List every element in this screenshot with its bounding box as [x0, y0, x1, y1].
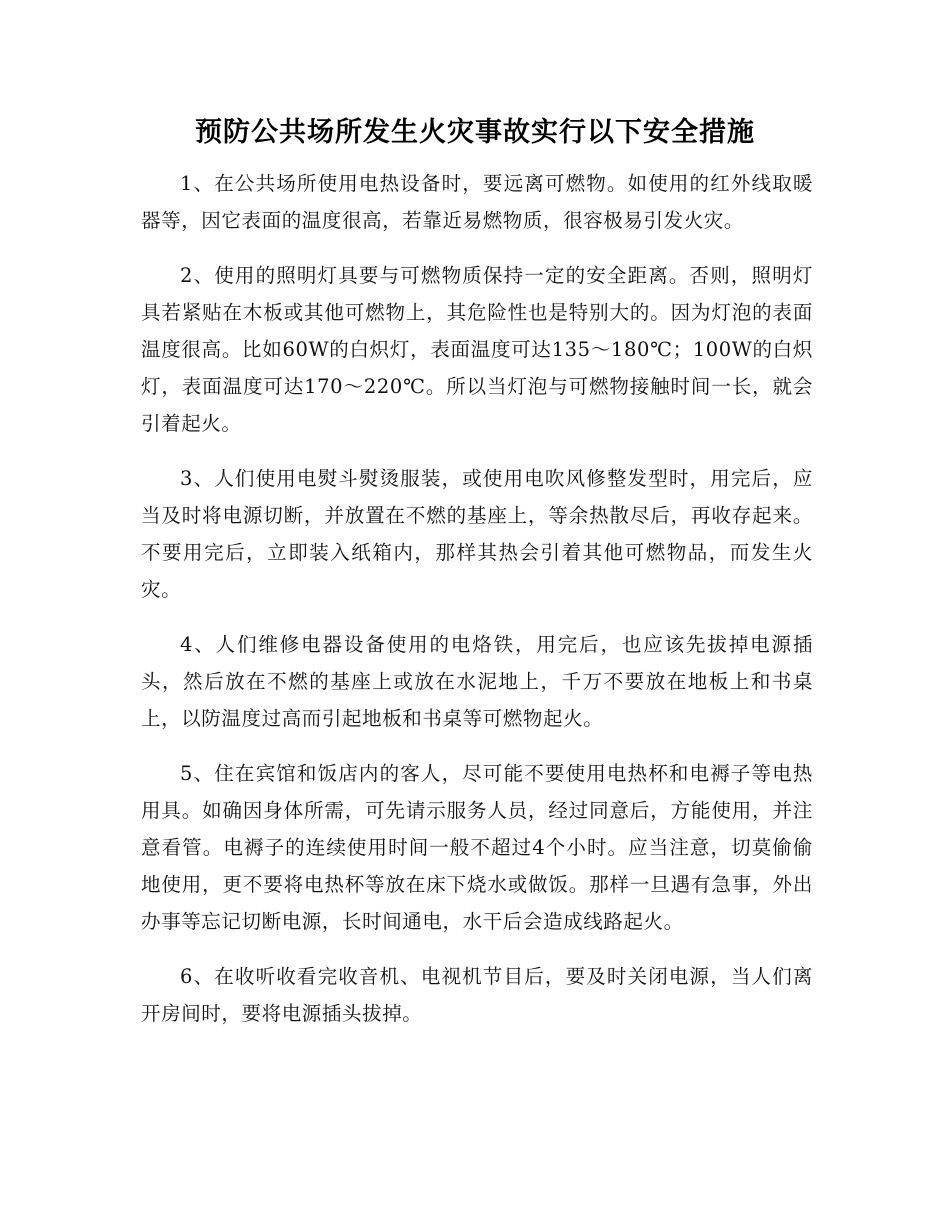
paragraph-5: 5、住在宾馆和饭店内的客人，尽可能不要使用电热杯和电褥子等电热用具。如确因身体所需，可先请示服务人员，经过同意后，方能使用，并注意看管。电褥子的连续使用时间一般不超过4个小时。应当注意，切莫偷偷地使用，更不要将电热杯等放在床下烧水或做饭。那样一旦遇有急事，外出办事等忘记切断电源，长时间通电，水干后会造成线路起火。	[141, 762, 813, 933]
document-body	[141, 165, 813, 1050]
document-title: 预防公共场所发生火灾事故实行以下安全措施	[195, 117, 755, 148]
paragraph-4: 4、人们维修电器设备使用的电烙铁，用完后，也应该先拔掉电源插头，然后放在不燃的基座上或放在水泥地上，千万不要放在地板上和书桌上，以防温度过高而引起地板和书桌等可燃物起火。	[141, 633, 813, 730]
paragraph-6: 6、在收听收看完收音机、电视机节目后，要及时关闭电源，当人们离开房间时，要将电源插头拔掉。	[141, 965, 813, 1025]
paragraph-1: 1、在公共场所使用电热设备时，要远离可燃物。如使用的红外线取暖器等，因它表面的温度很高，若靠近易燃物质，很容极易引发火灾。	[141, 172, 813, 232]
paragraph-3: 3、人们使用电熨斗熨烫服装，或使用电吹风修整发型时，用完后，应当及时将电源切断，并放置在不燃的基座上，等余热散尽后，再收存起来。不要用完后，立即装入纸箱内，那样其热会引着其他可燃物品，而发生火灾。	[141, 467, 813, 601]
paragraph-2: 2、使用的照明灯具要与可燃物质保持一定的安全距离。否则，照明灯具若紧贴在木板或其他可燃物上，其危险性也是特别大的。因为灯泡的表面温度很高。比如60W的白炽灯，表面温度可达135～180℃；100W的白炽灯，表面温度可达170～220℃。所以当灯泡与可燃物接触时间一长，就会引着起火。	[141, 264, 813, 435]
